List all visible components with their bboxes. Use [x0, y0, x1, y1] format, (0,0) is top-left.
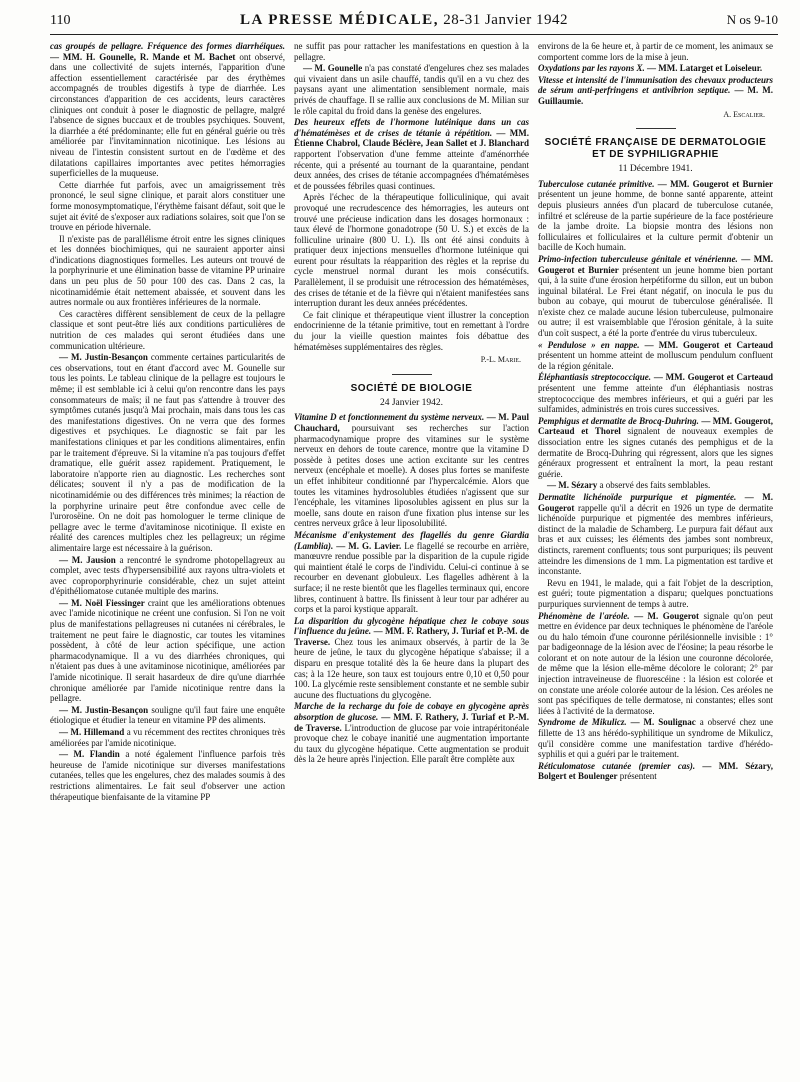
paragraph: Dermatite lichénoïde purpurique et pigmentée. — M. Gougerot rappelle qu'il a décrit en 1926 un type de dermatite lichénoïde purpurique et pigmentée des membres inférieurs, distinct de la maladie de Schamberg. Le purpura fait défaut aux bras et aux cuisses; les éléments des jambes sont nombreux, distincts, rarement confluents; tous sont purpuriques; ils peuvent atteindre les dimensions de 1 mm. La pigmentation est tardive et inconstante.	[538, 491, 773, 577]
journal-title	[110, 12, 698, 29]
columns	[50, 41, 778, 1076]
paragraph: Mécanisme d'enkystement des flagellés du genre Giardia (Lamblia). — M. G. Lavier. Le flagellé se recourbe en arrière, manœuvre rendue possible par la disparition de la cupule rigide qui maintient étalé le corps de l'individu. Celui-ci continue à se recourber en devenant globuleux. Les flagelles adhèrent à la surface; il ne reste bientôt que les flagelles terminaux qui, encore libres, continuent à battre. Ils finissent à leur tour par adhérer au corps et la paroi kystique apparaît.	[294, 529, 529, 615]
journal-name: LA PRESSE MÉDICALE,	[239, 12, 439, 28]
divider	[392, 374, 432, 375]
paragraph: Pemphigus et dermatite de Brocq-Duhring. — MM. Gougerot, Carteaud et Thorel signalent de nouveaux exemples de dissociation entre les signes cutanés des pemphigus et de la dermatite de Brocq-Duhring qui régressent, alors que les signes généraux progressent et entraînent la mort, la peau restant guérie.	[538, 415, 773, 479]
column-3	[538, 41, 773, 1076]
paragraph: — M. Flandin a noté également l'influence parfois très heureuse de l'amide nicotinique sur diverses manifestations cutanées, telles que les engelures, chez des malades soumis à des restrictions alimentaires. Le fait seul d'observer une action thérapeutique bienfaisante de la vitamine PP	[50, 749, 285, 802]
paragraph: Ces caractères diffèrent sensiblement de ceux de la pellagre classique et sont peut-être liés aux conditions particulières de nutrition de ces malades qui seront étudiées dans une communication ultérieure.	[50, 308, 285, 351]
paragraph: Tuberculose cutanée primitive. — MM. Gougerot et Burnier présentent un jeune homme, de bonne santé apparente, atteint depuis plusieurs années d'un placard de tuberculose cutanée, infiltré et scléreuse de la partie supérieure de la face postérieure de la jambe droite. La biopsie montra des lésions non folliculaires et folliculaires et la culture permit d'obtenir un bacille de Koch humain.	[538, 178, 773, 253]
page-header	[50, 12, 778, 35]
paragraph: Syndrome de Mikulicz. — M. Soulignac a observé chez une fillette de 13 ans hérédo-syphilitique un syndrome de Mikulicz, qu'il considère comme une manifestation tardive d'hérédo-syphilis et qui a guéri par le traitement.	[538, 717, 773, 760]
paragraph: environs de la 6e heure et, à partir de ce moment, les animaux se comportent comme lors de la mise à jeun.	[538, 41, 773, 62]
paragraph: Ce fait clinique et thérapeutique vient illustrer la conception endocrinienne de la tétanie primitive, tout en remettant à l'ordre du jour la vieille question maintes fois débattue des hématémèses supplémentaires des règles.	[294, 309, 529, 352]
paragraph: Il n'existe pas de parallélisme étroit entre les signes cliniques et les données biochimiques, qui ne sauraient apporter ainsi d'indications diagnostiques formelles. Les auteurs ont trouvé de la porphyrinurie et une élimination basse de vitamine PP urinaire dans un peu plus de 50 pour 100 des cas. Dans 2 cas, la nicotinamidémie était nettement abaissée, et souvent dans les autres normale ou aux frontières inférieures de la normale.	[50, 233, 285, 308]
paragraph: Revu en 1941, le malade, qui a fait l'objet de la description, est guéri; toute pigmentation a disparu; quelques ponctuations purpuriques surviennent de temps à autre.	[538, 577, 773, 609]
session-date: 24 Janvier 1942.	[379, 397, 444, 408]
paragraph: — M. Noël Fiessinger craint que les améliorations obtenues avec l'amide nicotinique ne créent une confusion. Si l'on ne voit plus de manifestations pellagreuses ni cutanées ni cérébrales, le traitement ne peut faire le diagnostic, car toutes les vitamines possèdent, à côté de leur action spécifique, une action pharmacodynamique. Il a vu des diarrhées chroniques, qui n'étaient pas dues à une avitaminose nicotinique, améliorées par l'amide nicotinique. Il serait hasardeux de dire qu'une diarrhée chronique améliorée par l'amide nicotinique rentre dans la pellagre.	[50, 597, 285, 704]
society-heading: SOCIÉTÉ FRANÇAISE DE DERMATOLOGIE ET DE SYPHILIGRAPHIE	[544, 137, 767, 161]
issue-date: 28-31 Janvier 1942	[443, 12, 569, 28]
paragraph: — M. Jausion a rencontré le syndrome photopellagreux au complet, avec tests d'hypersensibilité aux rayons ultra-violets et avec coproporphyrinurie considérable, chez un sujet atteint d'épithéliomatose cutanée multiple des marins.	[50, 554, 285, 597]
paragraph: cas groupés de pellagre. Fréquence des formes diarrhéiques. — MM. H. Gounelle, R. Mande et M. Bachet ont observé, dans une collectivité de sujets internés, l'apparition d'une affection essentiellement caractérisée par des érythèmes accompagnés de troubles digestifs à type de diarrhée. Les circonstances d'apparition de ces accidents, leurs caractères cliniques ont conduit à poser le diagnostic de pellagre, malgré l'absence de signes buccaux et de troubles psychiques. Souvent, la diarrhée a été prédominante; elle fut en général guérie ou très améliorée par l'invitaminnation nicotinique. Les lésions au niveau de l'intestin consistent surtout en de l'œdème et des dilatations capillaires importantes avec petites hémorragies superficielles de la muqueuse.	[50, 41, 285, 179]
paragraph: Oxydations par les rayons X. — MM. Latarget et Loiseleur.	[538, 63, 763, 74]
paragraph: — M. Sézary a observé des faits semblables.	[547, 480, 711, 491]
society-heading: SOCIÉTÉ DE BIOLOGIE	[350, 382, 473, 394]
paragraph: ne suffit pas pour rattacher les manifestations en question à la pellagre.	[294, 41, 529, 62]
paragraph: Phénomène de l'aréole. — M. Gougerot signale qu'on peut mettre en évidence par deux techniques le phénomène de l'aréole ou du halo témoin d'une couronne périlésionnelle invisible : 1° par badigeonnage de la lésion avec de l'éosine; la peau résorbe le colorant et on note autour de la lésion une couronne décolorée, de même que la lésion elle-même décolore le colorant; 2° par injection intraveineuse de fluorescéine : la lésion est colorée et on constate une aréole colorée autour de la lésion. Ces aréoles ne sont pas spécifiques de telle dermatose, ni constantes; elles sont liées à l'activité de la dermatose.	[538, 610, 773, 716]
paragraph: La disparition du glycogène hépatique chez le cobaye sous l'influence du jeûne. — MM. F. Rathery, J. Turiaf et P.-M. de Traverse. Chez tous les animaux observés, à partir de la 3e heure de jeûne, le taux du glycogène hépatique s'abaisse; il a disparu en presque totalité dès la 6e heure dans la plupart des cas; à la 12e heure, son taux est toujours entre 0,10 et 0,50 pour 100. La glycémie reste sensiblement constante et ne semble subir aucune des fluctuations du glycogène.	[294, 615, 529, 700]
paragraph: — M. Gounelle n'a pas constaté d'engelures chez ses malades qui vivaient dans un asile chauffé, tandis qu'il en a vu chez des paysans ayant une alimentation sensiblement normale, mais privés de chauffage. Il se rallie aux conclusions de M. Milian sur le rôle capital du froid dans la genèse des engelures.	[294, 63, 529, 116]
signature: P.-L. Marie.	[480, 355, 521, 365]
session-date: 11 Décembre 1941.	[618, 164, 693, 175]
paragraph: « Pendulose » en nappe. — MM. Gougerot et Carteaud présentent un homme atteint de molluscum pendulum confluent de la région génitale.	[538, 339, 773, 371]
paragraph: Primo-infection tuberculeuse génitale et vénérienne. — MM. Gougerot et Burnier présentent un jeune homme bien portant qui, à la suite d'une érosion herpétiforme du sillon, eut un bubon inguinal bilatéral. Le Frei étant négatif, on inocula le pus du bubon au cobaye, qui mourut de tuberculose généralisée. Il n'existe chez ce malade aucune lésion tuberculeuse, pulmonaire ou autre; il est vraisemblable que l'érosion génitale, à la suite d'un coït suspect, a été la porte d'entrée du virus tuberculeux.	[538, 253, 773, 339]
issue-number: N os 9-10	[726, 12, 778, 27]
paragraph: Des heureux effets de l'hormone lutéinique dans un cas d'hématémèses et de crises de tétanie à répétition. — MM. Étienne Chabrol, Claude Béclère, Jean Sallet et J. Blanchard rapportent l'observation d'une femme atteinte d'aménorrhée récente, qui a présenté au tournant de la quarantaine, pendant deux années, des crises de tétanie accompagnées d'hématémèses et de poussées fébriles quasi continues.	[294, 117, 529, 191]
paragraph: Cette diarrhée fut parfois, avec un amaigrissement très prononcé, le seul signe clinique, et parait alors constituer une forme monosymptomatique, l'érythème faisant défaut, soit que le sujet ait évité de s'exposer aux radiations solaires, soit que l'on se trouve en période hivernale.	[50, 179, 285, 233]
paragraph: Marche de la recharge du foie de cobaye en glycogène après absorption de glucose. — MM. F. Rathery, J. Turiaf et P.-M. de Traverse. L'introduction de glucose par voie intrapéritonéale provoque chez le cobaye inanitié une augmentation importante du taux du glycogène hépatique. Cette augmentation se produit dès la 2e heure après l'injection. Elle paraît être complète aux	[294, 701, 529, 765]
paragraph: — M. Hillemand a vu récemment des rectites chroniques très améliorées par l'amide nicotinique.	[50, 727, 285, 748]
paragraph: — M. Justin-Besançon souligne qu'il faut faire une enquête étiologique et étudier la teneur en vitamine PP des aliments.	[50, 704, 285, 726]
paragraph: — M. Justin-Besançon commente certaines particularités de ces observations, tout en étant d'accord avec M. Gounelle sur tous les points. Le tableau clinique de la pellagre est toujours le même; il est semblable ici à celui qu'on rencontre dans les pays consommateurs de maïs; il ne faut pas s'attendre à trouver des symptômes cutanés jusqu'à Mai prochain, mais dans tous les cas des manifestations digestives. On ne verra que des formes digestives et psychiques. Le diagnostic se fait par les manifestations cliniques et par les conditions alimentaires, enfin par le traitement d'épreuve. Si la vitamine n'a pas toujours d'effet dramatique, elle guérit assez rapidement. Pratiquement, le laboratoire n'apporte rien au diagnostic. Les recherches sont délicates; souvent il n'y a pas de modification de la nicotinamidémie ou des différences très minimes; la réaction de la porphyrine urinaire peut être confondue avec celle de l'urorosëine. On ne doit pas homologuer le terme clinique de pellagre avec le terme d'avitaminose nicotinique. Il existe en réalité des carences multiples chez les pellagreux; un régime alimentaire large est nécessaire à la guérison.	[50, 352, 285, 553]
paragraph: Réticulomatose cutanée (premier cas). — MM. Sézary, Bolgert et Boulenger présentent	[538, 760, 773, 782]
divider	[636, 128, 676, 129]
paragraph: Après l'échec de la thérapeutique folliculinique, qui avait provoqué une recrudescence des hémorragies, les auteurs ont trouvé une précieuse indication dans les dosages hormonaux : taux élevé de l'hormone gonadotrope (50 U. S.) et excès de la folliculine urinaire (800 U. I.). Ils ont été ainsi conduits à pratiquer deux injections mensuelles d'hormone lutéinique qui eurent pour résultats la réapparition des règles et la reprise du cycle menstruel normal durant les mois consécutifs. Parallèlement, il se produisit une rétrocession des hématémèses, des crises de tétanie et de la fièvre qui n'étaient manifestées sans interruption durant les deux années précédentes.	[294, 192, 529, 309]
column-2	[294, 41, 529, 1076]
page-number: 110	[50, 13, 71, 28]
paragraph: Vitesse et intensité de l'immunisation des chevaux producteurs de sérum anti-perfringens et antivibrion septique. — M. M. Guillaumie.	[538, 74, 773, 106]
column-1	[50, 41, 285, 1076]
paragraph: Éléphantiasis streptococcique. — MM. Gougerot et Carteaud présentent une femme atteinte d'un éléphantiasis nostras streptococcique des membres inférieurs, et qui a guéri par les sulfamides, administrés en trois cures successives.	[538, 372, 773, 415]
paragraph: Vitamine D et fonctionnement du système nerveux. — M. Paul Chauchard, poursuivant ses recherches sur l'action pharmacodynamique propre des vitamines sur le système nerveux en dehors de toute carence, montre que la vitamine D possède à petites doses une action excitante sur les centres nerveux (encéphale et moelle). A doses plus fortes se manifeste un effet inhibiteur conditionné par l'hypercalcémie. Alors que toutes les vitamines hydrosolubles étudiées n'agissent que sur l'encéphale, les vitamines liposolubles agissent en plus sur la moelle, sans doute en raison d'une fixation plus intense sur les centres nerveux grâce à leur liposolubilité.	[294, 412, 529, 529]
signature: A. Escalier.	[723, 109, 765, 119]
